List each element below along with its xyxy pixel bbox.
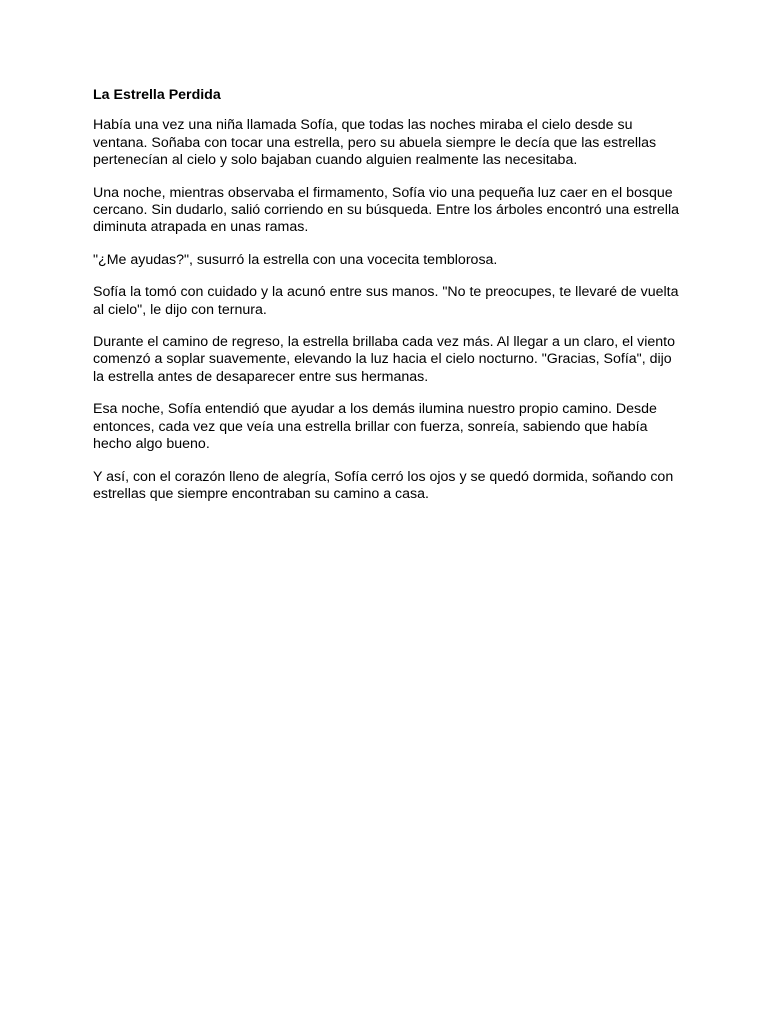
paragraph-4: Sofía la tomó con cuidado y la acunó entre sus manos. "No te preocupes, te llevaré de vuelta al cielo", le dijo con ternura.: [93, 284, 679, 318]
document-title: La Estrella Perdida: [93, 87, 221, 103]
paragraph-2: Una noche, mientras observaba el firmamento, Sofía vio una pequeña luz caer en el bosque cercano. Sin dudarlo, salió corriendo en su búsqueda. Entre los árboles encontró una estrella diminuta atrapada en unas ramas.: [93, 184, 679, 236]
paragraph-5: Durante el camino de regreso, la estrella brillaba cada vez más. Al llegar a un claro, el viento comenzó a soplar suavemente, elevando la luz hacia el cielo nocturno. "Gracias, Sofía", dijo la estrella antes de desaparecer entre sus hermanas.: [93, 334, 675, 385]
paragraph-6: Esa noche, Sofía entendió que ayudar a los demás ilumina nuestro propio camino. Desde entonces, cada vez que veía una estrella brillar con fuerza, sonreía, sabiendo que había hecho algo bueno.: [93, 401, 657, 453]
paragraph-7: Y así, con el corazón lleno de alegría, Sofía cerró los ojos y se quedó dormida, soñando con estrellas que siempre encontraban su camino a casa.: [93, 468, 674, 502]
paragraph-3: "¿Me ayudas?", susurró la estrella con una vocecita temblorosa.: [93, 251, 498, 268]
paragraph-1: Había una vez una niña llamada Sofía, que todas las noches miraba el cielo desde su ventana. Soñaba con tocar una estrella, pero su abuela siempre le decía que las estrellas pertenecían al cielo y solo bajaban cuando alguien realmente las necesitaba.: [93, 117, 657, 169]
document-body: [93, 87, 683, 518]
